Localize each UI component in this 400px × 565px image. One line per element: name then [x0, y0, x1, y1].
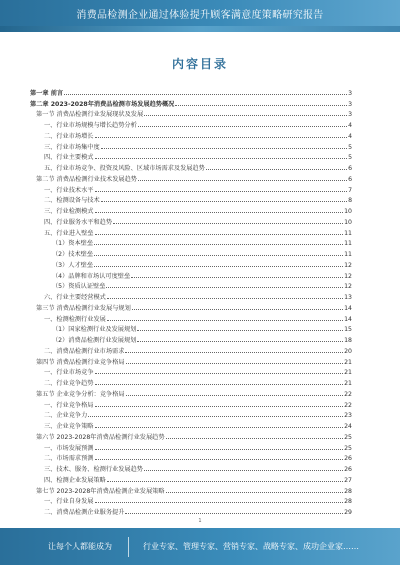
toc-entry[interactable]: [30, 108, 352, 119]
toc-entry-page: 4: [348, 132, 352, 140]
toc-entry-page: 7: [348, 186, 352, 194]
toc-leader-dots: [107, 480, 343, 482]
toc-entry-page: 27: [344, 476, 352, 484]
toc-entry[interactable]: [30, 280, 352, 291]
toc-entry[interactable]: [30, 194, 352, 205]
toc-entry-text: （1）资本壁垒: [52, 240, 94, 248]
toc-entry-page: 11: [344, 229, 352, 237]
toc-leader-dots: [95, 136, 348, 138]
toc-entry-text: 第二节 消费品检测行业技术发展趋势: [36, 175, 137, 183]
toc-entry-text: 第三节 消费品检测行业发展与规划: [36, 304, 131, 312]
toc-leader-dots: [95, 405, 344, 407]
toc-entry[interactable]: [30, 140, 352, 151]
toc-entry-text: 第一章 前言: [30, 89, 64, 97]
toc-entry-text: 第四节 消费品检测行业竞争格局: [36, 358, 125, 366]
toc-entry[interactable]: [30, 215, 352, 226]
toc-entry-page: 25: [344, 433, 352, 441]
toc-entry[interactable]: [30, 118, 352, 129]
toc-entry-text: 三、行业检测模式: [44, 208, 94, 215]
toc-entry[interactable]: [30, 398, 352, 409]
toc-leader-dots: [175, 104, 347, 106]
toc-entry[interactable]: [30, 151, 352, 162]
toc-entry[interactable]: [30, 473, 352, 484]
toc-entry-page: 22: [344, 401, 352, 409]
toc-entry[interactable]: [30, 462, 352, 473]
toc-entry-page: 11: [344, 240, 352, 248]
toc-entry-page: 13: [344, 294, 352, 301]
toc-entry[interactable]: [30, 430, 352, 441]
toc-entry-page: 15: [344, 326, 352, 334]
toc-leader-dots: [126, 394, 344, 396]
toc-leader-dots: [144, 114, 347, 116]
toc-entry-text: 二、消费品检测企业服务提升: [44, 509, 125, 516]
toc-leader-dots: [95, 233, 344, 235]
toc-entry-page: 24: [344, 423, 352, 430]
toc-entry-page: 3: [348, 100, 352, 108]
toc-leader-dots: [88, 415, 343, 417]
toc-leader-dots: [64, 93, 347, 95]
toc-entry[interactable]: [30, 312, 352, 323]
toc-leader-dots: [95, 426, 344, 428]
toc-leader-dots: [95, 372, 344, 374]
toc-entry[interactable]: [30, 376, 352, 387]
toc-leader-dots: [107, 297, 343, 299]
toc-entry-page: 18: [344, 337, 352, 344]
toc-entry-text: 四、行业服务水平和趋势: [44, 218, 113, 226]
toc-entry[interactable]: [30, 204, 352, 215]
toc-entry[interactable]: [30, 161, 352, 172]
toc-entry-text: 二、企业竞争力: [44, 412, 88, 420]
toc-entry-page: 12: [344, 283, 352, 291]
toc-leader-dots: [138, 179, 347, 181]
toc-entry[interactable]: [30, 237, 352, 248]
toc-leader-dots: [95, 501, 344, 503]
toc-entry-page: 12: [344, 272, 352, 280]
toc-entry-text: （2）消费品检测行业发展规划: [52, 337, 137, 344]
toc-entry-page: 14: [344, 315, 352, 323]
toc-entry-text: 三、企业竞争策略: [44, 423, 94, 430]
toc-entry-text: 一、行业自身发展: [44, 498, 94, 506]
toc-entry-text: 一、行业市场竞争: [44, 369, 94, 377]
footer-slogan-right: 行业专家、管理专家、营销专家、战略专家、成功企业家……: [143, 542, 359, 551]
toc-leader-dots: [138, 125, 347, 127]
toc-leader-dots: [95, 211, 344, 213]
toc-leader-dots: [106, 286, 343, 288]
toc-entry-page: 26: [344, 466, 352, 473]
toc-entry-page: 14: [344, 304, 352, 312]
toc-leader-dots: [137, 340, 343, 342]
toc-entry[interactable]: [30, 484, 352, 495]
page-number: 1: [198, 518, 202, 524]
toc-leader-dots: [94, 243, 343, 245]
toc-leader-dots: [125, 351, 343, 353]
toc-entry-page: 21: [344, 380, 352, 387]
footer-slogan-left: 让每个人都能成为: [48, 542, 112, 551]
toc-entry-text: 一、行业市场规模与增长趋势分析: [44, 122, 137, 129]
toc-entry-text: 二、行业竞争趋势: [44, 380, 94, 387]
toc-leader-dots: [125, 512, 343, 514]
toc-entry-page: 12: [344, 261, 352, 269]
toc-entry[interactable]: [30, 333, 352, 344]
toc-entry[interactable]: [30, 258, 352, 269]
toc-entry[interactable]: [30, 323, 352, 334]
toc-leader-dots: [137, 329, 343, 331]
toc-entry-text: （5）资质认证壁垒: [52, 283, 106, 291]
toc-entry[interactable]: [30, 366, 352, 377]
toc-entry-page: 23: [344, 412, 352, 420]
toc-entry[interactable]: [30, 355, 352, 366]
report-title: 消费品检测企业通过体验提升顾客满意度策略研究报告: [76, 10, 324, 21]
toc-leader-dots: [95, 157, 348, 159]
page-header-banner: [0, 0, 400, 32]
toc-entry-page: 6: [348, 175, 352, 183]
toc-entry-page: 3: [348, 111, 352, 119]
toc-entry-page: 3: [348, 89, 352, 97]
toc-entry[interactable]: [30, 409, 352, 420]
toc-entry-text: 第五节 企业竞争分析：竞争格局: [36, 390, 125, 398]
toc-entry[interactable]: [30, 172, 352, 183]
toc-entry-text: 第七节 2023-2028年消费品检测企业发展策略: [36, 487, 165, 495]
toc-entry-text: （4）品牌和市场认可度壁垒: [52, 272, 131, 280]
toc-leader-dots: [101, 147, 347, 149]
toc-leader-dots: [206, 168, 347, 170]
toc-entry-text: （3）人才壁垒: [52, 261, 94, 269]
toc-entry-text: 六、行业主要经营模式: [44, 294, 106, 301]
page-footer-banner: [0, 528, 400, 565]
toc-entry[interactable]: [30, 301, 352, 312]
toc-leader-dots: [131, 276, 343, 278]
toc-entry-page: 28: [344, 487, 352, 495]
toc-entry[interactable]: [30, 452, 352, 463]
toc-entry-page: 5: [348, 154, 352, 162]
toc-entry[interactable]: [30, 183, 352, 194]
toc-entry[interactable]: [30, 290, 352, 301]
toc-leader-dots: [94, 265, 343, 267]
toc-entry-text: 三、行业市场集中度: [44, 143, 100, 151]
toc-entry[interactable]: [30, 97, 352, 108]
toc-leader-dots: [144, 469, 343, 471]
toc-leader-dots: [107, 319, 343, 321]
toc-entry[interactable]: [30, 129, 352, 140]
toc-entry-text: 二、行业市场增长: [44, 132, 94, 140]
toc-entry-page: 10: [344, 218, 352, 226]
toc-entry-page: 4: [348, 122, 352, 129]
toc-entry[interactable]: [30, 344, 352, 355]
toc-leader-dots: [95, 448, 344, 450]
toc-entry-text: 一、行业技术水平: [44, 186, 94, 194]
toc-leader-dots: [101, 200, 347, 202]
toc-entry[interactable]: [30, 505, 352, 516]
toc-entry-text: 五、行业进入壁垒: [44, 229, 94, 237]
toc-entry-text: （1）国家检测行业及发展规划: [52, 326, 137, 334]
toc-entry-page: 22: [344, 390, 352, 398]
toc-entry[interactable]: [30, 86, 352, 97]
toc-entry-text: （2）技术壁垒: [52, 251, 94, 258]
toc-entry-text: 一、检测检测行业发展: [44, 315, 106, 323]
toc-entry-text: 第六节 2023-2028年消费品检测行业发展趋势: [36, 433, 165, 441]
toc-entry-text: 第一节 消费品检测行业发展现状及发展: [36, 111, 144, 119]
toc-entry-page: 21: [344, 369, 352, 377]
toc-entry-text: 二、检测设备与技术: [44, 197, 100, 205]
toc-entry[interactable]: [30, 226, 352, 237]
toc-entry-text: 一、行业竞争格局: [44, 401, 94, 409]
toc-leader-dots: [95, 383, 344, 385]
table-of-contents: [30, 86, 352, 516]
toc-entry-text: 一、市场发展预测: [44, 444, 94, 452]
toc-entry[interactable]: [30, 269, 352, 280]
toc-entry-page: 28: [344, 498, 352, 506]
toc-entry-page: 10: [344, 208, 352, 215]
toc-entry-page: 20: [344, 347, 352, 355]
toc-entry-text: 第二章 2023-2028年消费品检测市场发展趋势概况: [30, 100, 175, 108]
toc-entry-text: 二、市场需求预测: [44, 455, 94, 463]
toc-entry[interactable]: [30, 495, 352, 506]
header-wave-decoration: [0, 26, 400, 32]
toc-heading: 内容目录: [171, 57, 228, 71]
toc-entry-page: 6: [348, 165, 352, 172]
toc-entry-page: 25: [344, 444, 352, 452]
toc-entry[interactable]: [30, 419, 352, 430]
toc-entry-page: 5: [348, 143, 352, 151]
toc-entry-page: 21: [344, 358, 352, 366]
toc-entry-page: 29: [344, 509, 352, 516]
toc-entry[interactable]: [30, 387, 352, 398]
toc-leader-dots: [95, 190, 348, 192]
toc-entry-text: 四、行业主要模式: [44, 154, 94, 162]
toc-entry-page: 11: [344, 251, 352, 258]
toc-leader-dots: [126, 362, 344, 364]
toc-leader-dots: [94, 254, 343, 256]
toc-entry-text: 五、行业市场竞争、投资及风险、区域市场需求及发展趋势: [44, 165, 205, 172]
toc-leader-dots: [132, 308, 343, 310]
toc-entry[interactable]: [30, 441, 352, 452]
toc-leader-dots: [166, 437, 344, 439]
toc-leader-dots: [166, 491, 344, 493]
toc-entry-text: 四、检测企业发展策略: [44, 476, 106, 484]
toc-leader-dots: [95, 458, 344, 460]
toc-entry-page: 26: [344, 455, 352, 463]
toc-leader-dots: [113, 222, 343, 224]
toc-entry[interactable]: [30, 247, 352, 258]
toc-entry-text: 二、消费品检测行业市场需求: [44, 347, 125, 355]
toc-entry-text: 三、技术、服务、检测行业发展趋势: [44, 466, 143, 473]
toc-entry-page: 8: [348, 197, 352, 205]
